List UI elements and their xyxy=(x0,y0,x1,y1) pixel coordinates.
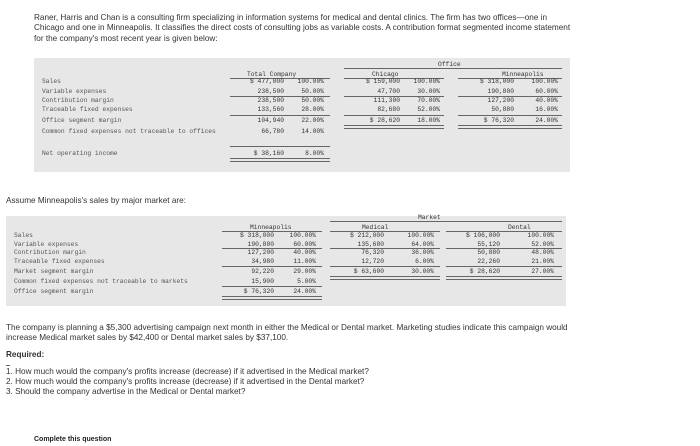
medical-percent: 36.00% xyxy=(411,249,434,256)
medical-amount: $ 212,000 xyxy=(349,232,384,239)
row-label: Net operating income xyxy=(42,150,118,157)
chicago-percent: 100.00% xyxy=(413,78,440,85)
chicago-amount: $ 28,620 xyxy=(369,117,400,124)
total-percent: 28.00% xyxy=(301,106,324,113)
minneapolis-amount: $ 76,320 xyxy=(483,117,514,124)
row-label: Market segment margin xyxy=(14,268,94,275)
chicago-amount: 82,680 xyxy=(377,106,400,113)
total-amount: 238,500 xyxy=(257,97,284,104)
header-chicago: Chicago xyxy=(372,71,399,78)
minneapolis-percent: 29.00% xyxy=(293,268,316,275)
minneapolis-percent: 5.00% xyxy=(297,278,316,285)
complete-question-label: Complete this question xyxy=(34,436,112,443)
header-minneapolis-2: Minneapolis xyxy=(250,224,292,231)
total-percent: 100.00% xyxy=(297,78,324,85)
minneapolis-percent: 16.00% xyxy=(535,106,558,113)
row-label: Office segment margin xyxy=(42,117,122,124)
row-label: Traceable fixed expenses xyxy=(14,258,105,265)
row-label: Variable expenses xyxy=(42,88,107,95)
minneapolis-amount: $ 318,000 xyxy=(239,232,274,239)
total-amount: $ 477,000 xyxy=(249,78,284,85)
total-percent: 8.00% xyxy=(305,150,324,157)
medical-amount: 76,320 xyxy=(361,249,384,256)
total-percent: 14.00% xyxy=(301,128,324,135)
row-label: Variable expenses xyxy=(14,241,79,248)
total-percent: 22.00% xyxy=(301,117,324,124)
minneapolis-amount: $ 318,000 xyxy=(479,78,514,85)
dental-amount: 55,120 xyxy=(477,241,500,248)
header-office: Office xyxy=(438,61,461,68)
dental-percent: 52.00% xyxy=(531,241,554,248)
chicago-amount: $ 159,000 xyxy=(365,78,400,85)
row-label: Common fixed expenses not traceable to offices xyxy=(42,128,216,135)
chicago-amount: 111,300 xyxy=(373,97,400,104)
medical-amount: 12,720 xyxy=(361,258,384,265)
minneapolis-amount: 190,800 xyxy=(247,241,274,248)
total-amount: $ 38,160 xyxy=(253,150,284,157)
chicago-percent: 30.00% xyxy=(417,88,440,95)
chicago-percent: 52.00% xyxy=(417,106,440,113)
minneapolis-percent: 100.00% xyxy=(289,232,316,239)
plan-text: The company is planning a $5,300 advertising campaign next month in either the Medical or Dental market. Marketing studies indicate this campaign would increase Medical market sales by $42,400 or Dental market sales by $37,100. xyxy=(6,323,568,343)
question-2: 2. How much would the company's profits increase (decrease) if it advertised in the Dental market? xyxy=(6,377,365,386)
dental-percent: 100.00% xyxy=(527,232,554,239)
minneapolis-percent: 11.00% xyxy=(293,258,316,265)
minneapolis-percent: 24.00% xyxy=(535,117,558,124)
required-label: Required: xyxy=(6,350,45,359)
total-percent: 50.00% xyxy=(301,97,324,104)
row-label: Contribution margin xyxy=(42,97,114,104)
minneapolis-percent: 60.00% xyxy=(535,88,558,95)
medical-percent: 100.00% xyxy=(407,232,434,239)
minneapolis-amount: 15,900 xyxy=(251,278,274,285)
medical-percent: 64.00% xyxy=(411,241,434,248)
header-total-company: Total Company xyxy=(247,71,297,78)
header-market: Market xyxy=(418,214,441,221)
dental-percent: 21.00% xyxy=(531,258,554,265)
medical-amount: 135,680 xyxy=(357,241,384,248)
chicago-percent: 70.00% xyxy=(417,97,440,104)
minneapolis-percent: 40.00% xyxy=(535,97,558,104)
assume-text: Assume Minneapolis's sales by major market are: xyxy=(6,196,186,205)
minneapolis-amount: 92,220 xyxy=(251,268,274,275)
total-amount: 238,500 xyxy=(257,88,284,95)
dental-amount: 22,260 xyxy=(477,258,500,265)
dental-amount: 50,880 xyxy=(477,249,500,256)
minneapolis-amount: 34,980 xyxy=(251,258,274,265)
minneapolis-amount: 127,200 xyxy=(487,97,514,104)
dental-percent: 27.00% xyxy=(531,268,554,275)
question-1: 1. How much would the company's profits increase (decrease) if it advertised in the Medical market? xyxy=(6,367,369,376)
row-label: Office segment margin xyxy=(14,288,94,295)
row-label: Traceable fixed expenses xyxy=(42,106,133,113)
minneapolis-amount: $ 76,320 xyxy=(243,288,274,295)
header-minneapolis: Minneapolis xyxy=(502,71,544,78)
minneapolis-amount: 50,880 xyxy=(491,106,514,113)
intro-paragraph: Raner, Harris and Chan is a consulting firm specializing in information systems for medical and dental clinics. The firm has two offices—one in Chicago and one in Minneapolis. It classifies the direct costs of consulting jobs as variable costs. A contribution format segmented income statement for the company's most recent year is given below: xyxy=(34,13,571,43)
question-3: 3. Should the company advertise in the Medical or Dental market? xyxy=(6,387,246,396)
minneapolis-amount: 190,800 xyxy=(487,88,514,95)
total-amount: 104,940 xyxy=(257,117,284,124)
row-label: Sales xyxy=(14,232,33,239)
dental-amount: $ 28,620 xyxy=(469,268,500,275)
total-amount: 66,780 xyxy=(261,128,284,135)
total-amount: 133,560 xyxy=(257,106,284,113)
medical-percent: 30.00% xyxy=(411,268,434,275)
dental-percent: 48.00% xyxy=(531,249,554,256)
row-label: Sales xyxy=(42,78,61,85)
minneapolis-percent: 24.00% xyxy=(293,288,316,295)
chicago-percent: 18.00% xyxy=(417,117,440,124)
minneapolis-percent: 100.00% xyxy=(531,78,558,85)
minneapolis-amount: 127,200 xyxy=(247,249,274,256)
complete-question-bar[interactable] xyxy=(34,428,154,443)
minneapolis-percent: 40.00% xyxy=(293,249,316,256)
row-label: Contribution margin xyxy=(14,249,86,256)
minneapolis-percent: 60.00% xyxy=(293,241,316,248)
medical-percent: 6.00% xyxy=(415,258,434,265)
header-dental: Dental xyxy=(508,224,531,231)
chicago-amount: 47,700 xyxy=(377,88,400,95)
dental-amount: $ 106,000 xyxy=(465,232,500,239)
medical-amount: $ 63,600 xyxy=(353,268,384,275)
total-percent: 50.00% xyxy=(301,88,324,95)
row-label: Common fixed expenses not traceable to markets xyxy=(14,278,188,285)
header-medical: Medical xyxy=(362,224,389,231)
